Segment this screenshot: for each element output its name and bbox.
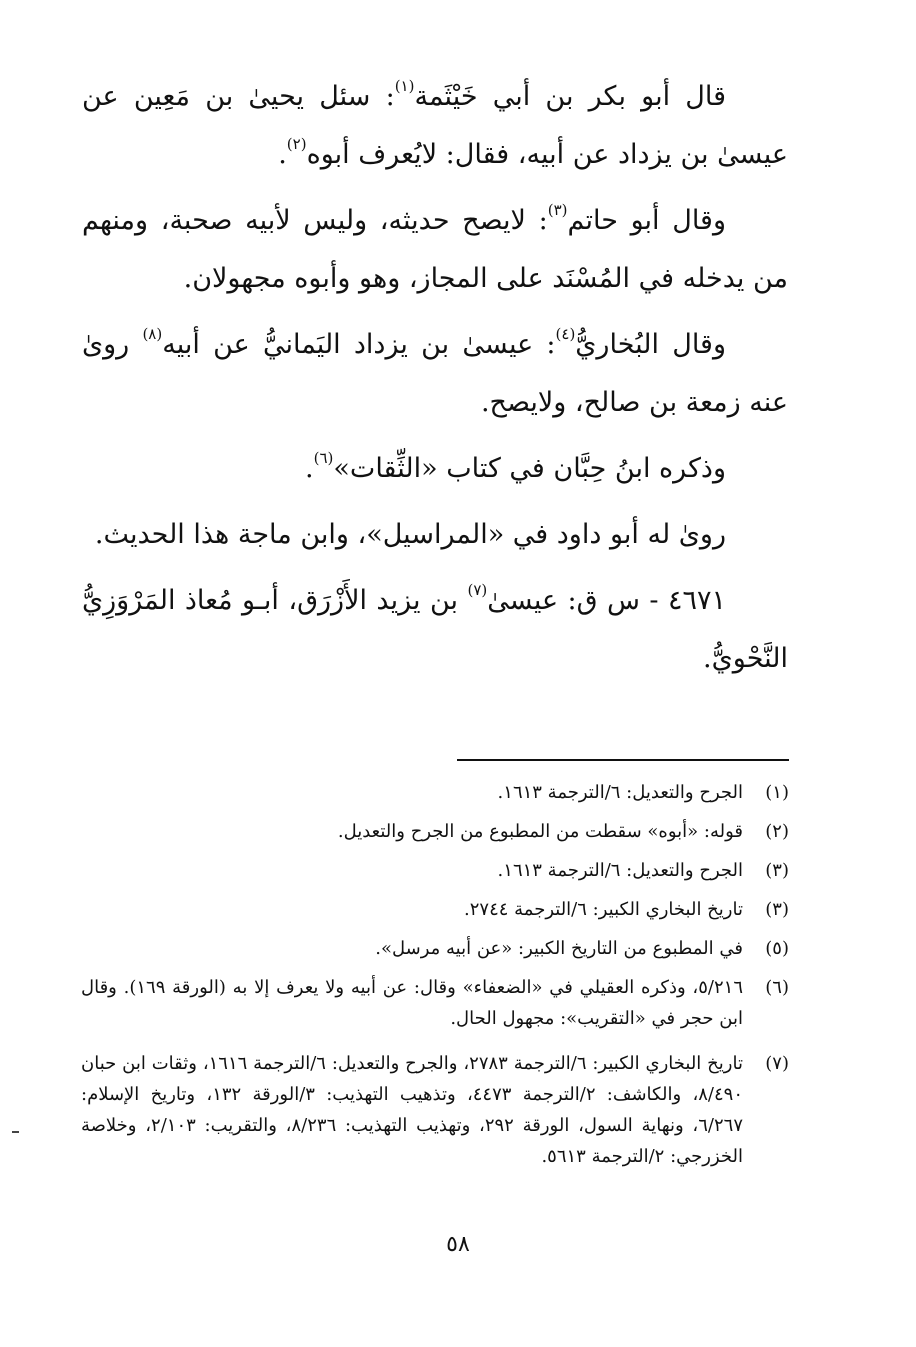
- footnote-text: تاريخ البخاري الكبير: ٦/الترجمة ٢٧٨٣، والجرح والتعديل: ٦/الترجمة ١٦١٦، وثقات ابن حبان ٨/٤٩٠، والكاشف: ٢/الترجمة ٤٤٧٣، وتذهيب التهذيب: ٣/الورقة ١٣٢، وتاريخ الإسلام: ٦/٢٦٧، ونهاية السول، الورقة ٢٩٢، وتهذيب التهذيب: ٨/٢٣٦، والتقريب: ٢/١٠٣، وخلاصة الخزرجي: ٢/الترجمة ٥٦١٣.: [81, 1053, 743, 1167]
- footnote-number: (٣): [765, 860, 789, 881]
- footnote-item: [81, 816, 789, 847]
- footnote-text: الجرح والتعديل: ٦/الترجمة ١٦١٣.: [497, 860, 743, 881]
- page-number: ٥٨: [446, 1232, 470, 1257]
- paragraph-bukhari: وقال البُخاريُّ$^{(٤)}$: عيسىٰ بن يزداد اليَمانيُّ عن أبيه$^{(٨)}$ روىٰ عنه زمعة بن صالح، ولايصح.: [82, 325, 788, 418]
- paragraph-narration: روىٰ له أبو داود في «المراسيل»، وابن ماجة هذا الحديث.: [94, 519, 726, 550]
- footnote-number: (٥): [765, 938, 789, 959]
- footnote-item: [81, 933, 789, 964]
- footnote-text: قوله: «أبوه» سقطت من المطبوع من الجرح والتعديل.: [337, 821, 743, 842]
- footnote-number: (١): [765, 782, 789, 803]
- footnote-item: [81, 972, 789, 1034]
- footnote-ref-4[interactable]: (٤): [555, 325, 576, 343]
- footnote-number: (٢): [765, 821, 789, 842]
- footnote-text: ٥/٢١٦، وذكره العقيلي في «الضعفاء» وقال: عن أبيه ولا يعرف إلا به (الورقة ١٦٩). وقال ابن حجر في «التقريب»: مجهول الحال.: [81, 977, 743, 1029]
- footnote-number: (٦): [765, 977, 789, 998]
- footnote-ref-8[interactable]: (٨): [142, 325, 163, 343]
- footnote-ref-3[interactable]: (٣): [547, 201, 568, 219]
- footnote-number: (٧): [765, 1053, 789, 1074]
- footnote-ref-6[interactable]: (٦): [313, 449, 334, 467]
- footnote-item: [81, 855, 789, 886]
- footnote-text: تاريخ البخاري الكبير: ٦/الترجمة ٢٧٤٤.: [464, 899, 743, 920]
- entry-4671-heading: ٤٦٧١ - س ق: عيسىٰ$^{(٧)}$ بن يزيد الأَزْرَق، أبـو مُعاذ المَرْوَزِيُّ النَّحْويُّ.: [82, 581, 788, 674]
- paragraph-ibn-hibban: وذكره ابنُ حِبَّان في كتاب «الثِّقات»$^{(٦)}$.: [305, 449, 726, 484]
- margin-mark: [12, 1131, 19, 1133]
- footnotes: [81, 777, 789, 1180]
- footnote-item: [81, 1048, 789, 1172]
- footnote-ref-2[interactable]: (٢): [286, 135, 307, 153]
- paragraph-abu-hatim: وقال أبو حاتم$^{(٣)}$: لايصح حديثه، وليس لأبيه صحبة، ومنهم من يدخله في المُسْنَد على المجاز، وهو وأبوه مجهولان.: [82, 201, 788, 294]
- footnote-item: [81, 777, 789, 808]
- footnote-ref-7[interactable]: (٧): [467, 581, 488, 599]
- paragraph-abu-bakr: قال أبو بكر بن أبي خَيْثَمة$^{(١)}$: سئل يحيىٰ بن مَعِين عن عيسىٰ بن يزداد عن أبيه، فقال: لايُعرف أبوه$^{(٢)}$.: [82, 77, 788, 170]
- footnote-separator: [457, 759, 789, 761]
- footnote-number: (٣): [765, 899, 789, 920]
- footnote-ref-1[interactable]: (١): [394, 77, 415, 95]
- footnote-item: [81, 894, 789, 925]
- footnote-text: الجرح والتعديل: ٦/الترجمة ١٦١٣.: [497, 782, 743, 803]
- main-text: [82, 68, 788, 688]
- footnote-text: في المطبوع من التاريخ الكبير: «عن أبيه مرسل».: [375, 938, 743, 959]
